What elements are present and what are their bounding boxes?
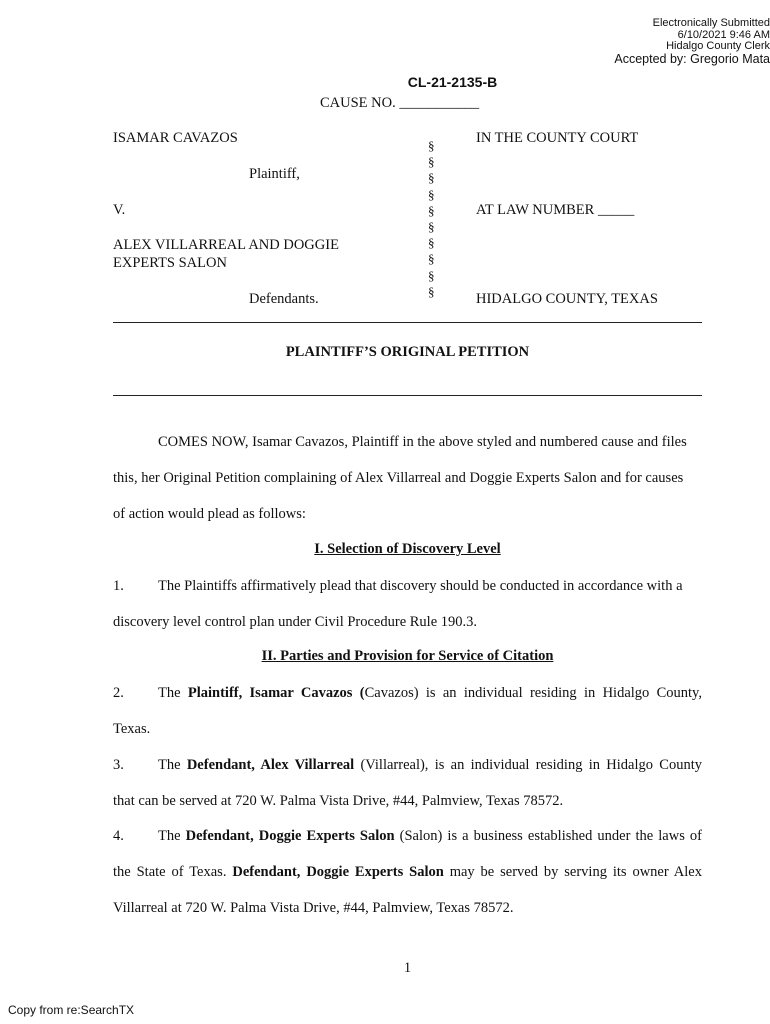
p4-text-pre: The [158, 828, 186, 844]
stamp-datetime: 6/10/2021 9:46 AM [677, 28, 770, 41]
p4-defendant-bold: Defendant, Doggie Experts Salon [185, 828, 395, 844]
page-number: 1 [403, 960, 412, 976]
section-symbol: § [428, 251, 435, 267]
petition-title: PLAINTIFF’S ORIGINAL PETITION [285, 344, 530, 360]
paragraph-number: 2. [113, 685, 124, 701]
county-name: HIDALGO COUNTY, TEXAS [476, 291, 658, 307]
defendant-role: Defendants. [249, 291, 319, 307]
paragraph-number: 1. [113, 578, 124, 594]
plaintiff-role: Plaintiff, [249, 166, 300, 182]
section-heading-discovery: I. Selection of Discovery Level [314, 541, 501, 557]
p2-text-pre: The [158, 685, 188, 701]
paragraph-1-line1: The Plaintiffs affirmatively plead that discovery should be conducted in accordance with a [158, 578, 683, 594]
divider-top [113, 322, 702, 323]
section-heading-parties: II. Parties and Provision for Service of Citation [261, 648, 554, 664]
section-symbol: § [428, 219, 435, 235]
intro-line3: of action would plead as follows: [113, 506, 306, 522]
divider-bottom [113, 395, 702, 396]
stamp-clerk: Hidalgo County Clerk [666, 40, 770, 52]
section-symbol: § [428, 170, 435, 186]
paragraph-3 [113, 747, 702, 819]
p2-text-post: Cavazos) is an individual residing in Hidalgo County, [364, 685, 702, 701]
section-symbol-column [428, 138, 438, 300]
filing-stamp [470, 18, 770, 66]
section-symbol: § [428, 235, 435, 251]
paragraph-number: 4. [113, 828, 124, 844]
p3-text-pre: The [158, 757, 187, 773]
section-symbol: § [428, 154, 435, 170]
paragraph-number: 3. [113, 757, 124, 773]
p3-defendant-bold: Defendant, Alex Villarreal [186, 757, 355, 773]
p4-line2-post: may be served by serving its owner Alex [443, 864, 702, 880]
plaintiff-name: ISAMAR CAVAZOS [113, 130, 238, 146]
section-symbol: § [428, 267, 435, 283]
cause-number: CAUSE NO. ___________ [320, 95, 480, 111]
section-symbol: § [428, 186, 435, 202]
defendant-name-line1: ALEX VILLARREAL AND DOGGIE [113, 237, 339, 253]
section-symbol: § [428, 283, 435, 299]
intro-line2: this, her Original Petition complaining of Alex Villarreal and Doggie Experts Salon and for causes [113, 470, 684, 486]
paragraph-2-line2: Texas. [113, 721, 151, 737]
section-symbol: § [428, 138, 435, 153]
paragraph-2 [113, 675, 702, 747]
paragraph-1-line2: discovery level control plan under Civil Procedure Rule 190.3. [113, 614, 478, 630]
p4-text-post: (Salon) is a business established under the laws of [394, 828, 702, 844]
intro-line1: COMES NOW, Isamar Cavazos, Plaintiff in the above styled and numbered cause and files [158, 434, 687, 450]
court-name: IN THE COUNTY COURT [476, 130, 639, 146]
p2-plaintiff-bold: Plaintiff, Isamar Cavazos ( [187, 685, 365, 701]
footer-source: Copy from re:SearchTX [8, 1003, 135, 1017]
stamp-accepted-by: Accepted by: Gregorio Mata [614, 51, 770, 66]
defendant-name-line2: EXPERTS SALON [113, 255, 227, 271]
section-symbol: § [428, 202, 435, 218]
paragraph-4-line3: Villarreal at 720 W. Palma Vista Drive, #44, Palmview, Texas 78572. [113, 900, 514, 916]
paragraph-1 [113, 568, 702, 640]
law-number: AT LAW NUMBER _____ [476, 202, 635, 218]
paragraph-3-line2: that can be served at 720 W. Palma Vista Drive, #44, Palmview, Texas 78572. [113, 793, 564, 809]
p3-text-post: (Villarreal), is an individual residing in Hidalgo County [354, 757, 702, 773]
p4-line2-pre: the State of Texas. [113, 864, 233, 880]
paragraph-4 [113, 818, 702, 926]
p4-line2-bold: Defendant, Doggie Experts Salon [232, 864, 444, 880]
case-number: CL-21-2135-B [407, 74, 498, 90]
stamp-submitted: Electronically Submitted [652, 17, 770, 29]
versus: V. [113, 202, 126, 218]
intro-paragraph [113, 424, 702, 532]
